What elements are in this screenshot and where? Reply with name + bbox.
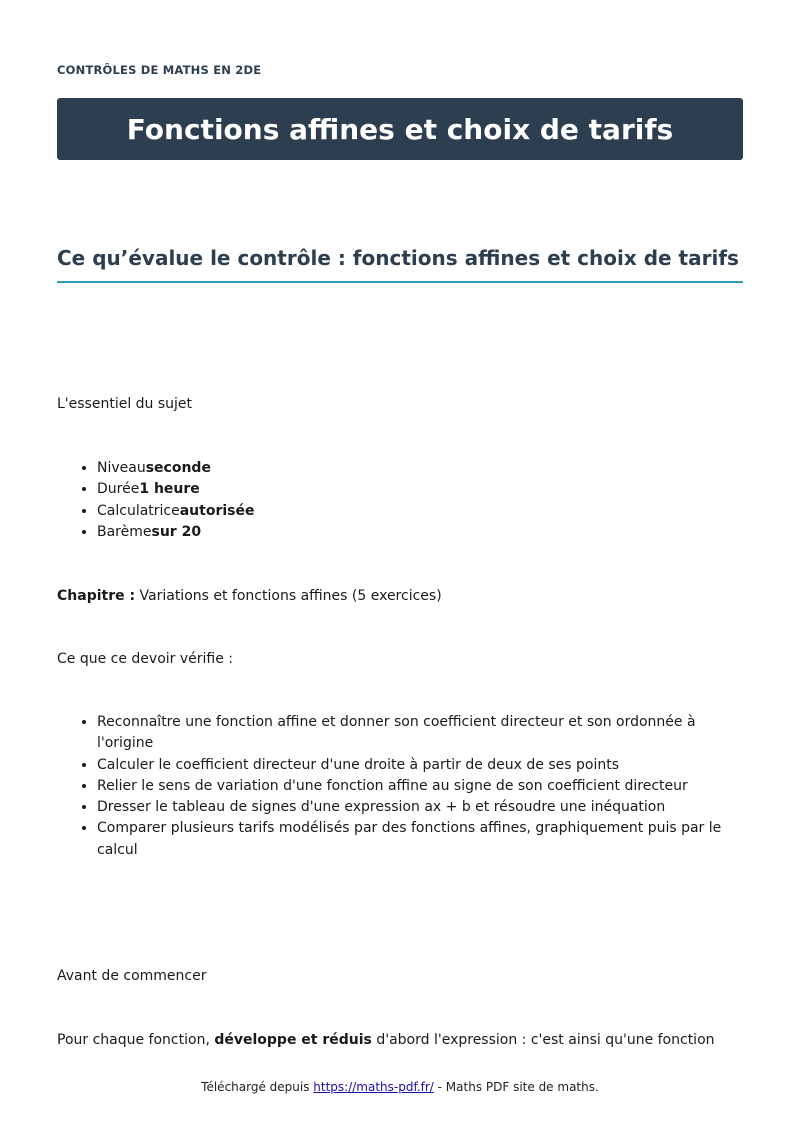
chapter-label: Chapitre : [57, 588, 136, 604]
essentials-list [57, 458, 743, 543]
chapter-line [57, 586, 743, 607]
before-text-bold: développe et réduis [214, 1032, 372, 1048]
list-item: • Dresser le tableau de signes d'une expression ax + b et résoudre une inéquation [97, 797, 743, 818]
item-label: Niveau [97, 460, 146, 476]
list-item [97, 522, 743, 543]
footer-suffix: - Maths PDF site de maths. [433, 1080, 599, 1094]
section-title: Ce qu’évalue le contrôle : fonctions affines et choix de tarifs [57, 243, 743, 283]
essentials-heading: L'essentiel du sujet [57, 396, 193, 412]
objectives-list [57, 712, 743, 861]
item-value: sur 20 [151, 523, 202, 540]
before-paragraph [57, 1030, 743, 1051]
before-text-start: Pour chaque fonction, [57, 1032, 215, 1048]
item-label: Durée [97, 481, 140, 498]
list-item: • Calculer le coefficient directeur d'une droite à partir de deux de ses points [97, 755, 743, 776]
chapter-text: Variations et fonctions affines (5 exercices) [135, 588, 442, 604]
page-title: Fonctions affines et choix de tarifs [126, 112, 674, 146]
title-banner [57, 98, 743, 160]
item-label: Calculatrice [97, 502, 180, 519]
list-item [97, 479, 743, 500]
list-item: • Comparer plusieurs tarifs modélisés par des fonctions affines, graphiquement puis par le calcul [97, 818, 743, 861]
item-value: seconde [145, 460, 211, 476]
list-item [97, 458, 743, 479]
item-value: 1 heure [139, 481, 200, 498]
list-item: • Reconnaître une fonction affine et donner son coefficient directeur et son ordonnée à l'origine [97, 712, 743, 755]
before-heading: Avant de commencer [57, 968, 207, 984]
footer-prefix: Téléchargé depuis [201, 1080, 314, 1094]
list-item: • Relier le sens de variation d'une fonction affine au signe de son coefficient directeur [97, 776, 743, 797]
footer-link[interactable]: https://maths-pdf.fr/ [313, 1080, 434, 1094]
item-value: autorisée [179, 502, 255, 519]
objectives-heading: Ce que ce devoir vérifie : [57, 651, 234, 667]
list-item [97, 501, 743, 522]
item-label: Barème [97, 523, 152, 540]
before-text-end: d'abord l'expression : c'est ainsi qu'une fonction [371, 1032, 715, 1048]
header-kicker: CONTRÔLES DE MATHS EN 2DE [57, 63, 262, 77]
footer [0, 1080, 800, 1094]
